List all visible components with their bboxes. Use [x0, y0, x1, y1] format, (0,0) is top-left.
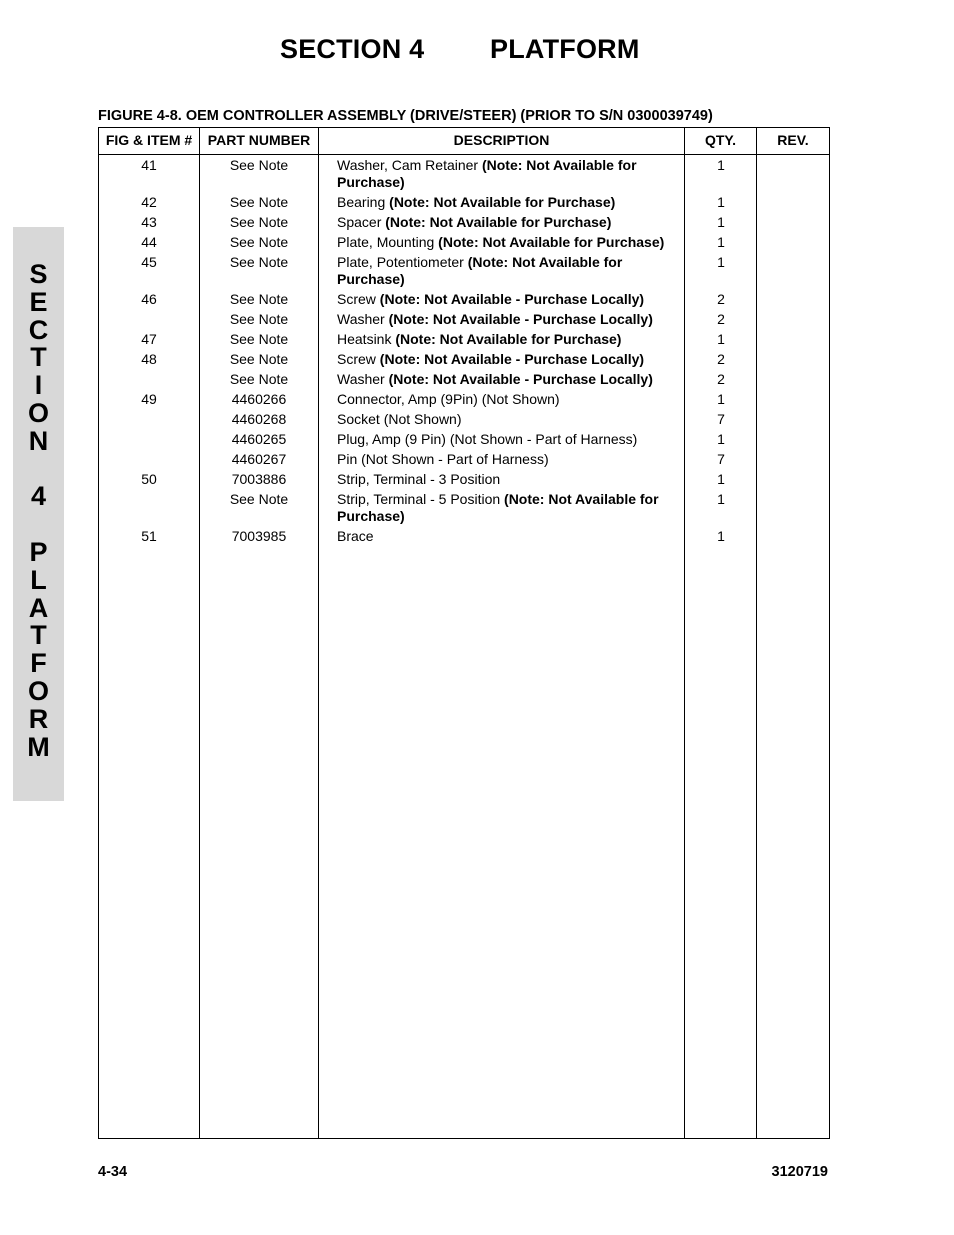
- description-text: Strip, Terminal - 3 Position: [337, 471, 501, 487]
- description-text: Heatsink: [337, 331, 396, 347]
- column-header-qty: QTY.: [704, 132, 737, 148]
- quantity: 2: [717, 351, 725, 367]
- part-number: See Note: [229, 157, 289, 173]
- quantity: 1: [717, 391, 725, 407]
- quantity: 1: [717, 331, 725, 347]
- part-number: See Note: [229, 254, 289, 270]
- item-number: 51: [141, 528, 157, 544]
- quantity: 1: [717, 254, 725, 270]
- part-number: 4460268: [231, 411, 287, 427]
- availability-note: (Note: Not Available for Purchase): [389, 194, 616, 210]
- description-text: Pin (Not Shown - Part of Harness): [337, 451, 549, 467]
- description-text: Screw: [337, 291, 380, 307]
- part-number: See Note: [229, 351, 289, 367]
- quantity: 1: [717, 194, 725, 210]
- part-description: [337, 371, 677, 388]
- table-row: [99, 155, 829, 192]
- part-number: See Note: [229, 234, 289, 250]
- part-description: [337, 431, 677, 448]
- quantity: 2: [717, 311, 725, 327]
- item-number: 41: [141, 157, 157, 173]
- quantity: 2: [717, 371, 725, 387]
- part-number: 4460266: [231, 391, 287, 407]
- description-text: Washer: [337, 311, 389, 327]
- quantity: 1: [717, 491, 725, 507]
- description-text: Washer: [337, 371, 389, 387]
- table-row: [99, 526, 829, 546]
- item-number: 42: [141, 194, 157, 210]
- table-row: [99, 192, 829, 212]
- part-description: [337, 194, 677, 211]
- column-header-item: FIG & ITEM #: [105, 132, 193, 148]
- part-number: See Note: [229, 371, 289, 387]
- section-name: PLATFORM: [490, 34, 640, 64]
- table-row: [99, 469, 829, 489]
- side-tab-gap: [13, 511, 64, 539]
- description-text: Socket (Not Shown): [337, 411, 462, 427]
- part-number: See Note: [229, 291, 289, 307]
- description-text: Plate, Mounting: [337, 234, 439, 250]
- part-number: 4460265: [231, 431, 287, 447]
- figure-title: FIGURE 4-8. OEM CONTROLLER ASSEMBLY (DRIVE/STEER) (PRIOR TO S/N 0300039749): [98, 108, 713, 124]
- part-number: See Note: [229, 311, 289, 327]
- side-tab-letter: P: [29, 536, 48, 567]
- side-tab-letter: O: [27, 397, 49, 428]
- part-description: [337, 351, 677, 368]
- table-row: [99, 349, 829, 369]
- document-number: 3120719: [771, 1164, 828, 1180]
- side-tab-letter: O: [27, 675, 49, 706]
- item-number: 45: [141, 254, 157, 270]
- availability-note: (Note: Not Available - Purchase Locally): [379, 291, 645, 307]
- part-number: See Note: [229, 491, 289, 507]
- side-tab-letter: T: [30, 342, 47, 373]
- side-tab-letters: [13, 261, 64, 761]
- side-tab-letter: T: [30, 620, 47, 651]
- side-tab-letter: F: [30, 648, 47, 679]
- quantity: 7: [717, 451, 725, 467]
- part-description: [337, 214, 677, 231]
- quantity: 1: [717, 431, 725, 447]
- column-header-description: DESCRIPTION: [453, 132, 550, 148]
- side-tab-letter: M: [27, 731, 50, 762]
- availability-note: (Note: Not Available for Purchase): [395, 331, 622, 347]
- item-number: 48: [141, 351, 157, 367]
- description-text: Strip, Terminal - 5 Position: [337, 491, 505, 507]
- description-text: Connector, Amp (9Pin) (Not Shown): [337, 391, 560, 407]
- table-row: [99, 309, 829, 329]
- part-description: [337, 291, 677, 308]
- quantity: 1: [717, 234, 725, 250]
- page-header: [0, 34, 954, 70]
- table-row: [99, 232, 829, 252]
- side-tab-gap: [13, 456, 64, 484]
- side-tab-letter: 4: [30, 481, 47, 512]
- item-number: 46: [141, 291, 157, 307]
- item-number: 50: [141, 471, 157, 487]
- part-description: [337, 451, 677, 468]
- part-description: [337, 234, 677, 251]
- availability-note: (Note: Not Available - Purchase Locally): [388, 311, 653, 327]
- part-number: See Note: [229, 214, 289, 230]
- side-tab-letter: I: [34, 370, 43, 401]
- quantity: 7: [717, 411, 725, 427]
- part-number: 7003985: [231, 528, 287, 544]
- part-description: [337, 254, 677, 288]
- table-row: [99, 449, 829, 469]
- column-header-rev: REV.: [777, 132, 809, 148]
- table-row: [99, 429, 829, 449]
- table-row: [99, 369, 829, 389]
- description-text: Bearing: [337, 194, 390, 210]
- description-text: Brace: [337, 528, 374, 544]
- side-tab-letter: L: [30, 564, 47, 595]
- part-description: [337, 411, 677, 428]
- table-row: [99, 389, 829, 409]
- side-tab-letter: E: [29, 286, 48, 317]
- page-number: 4-34: [98, 1164, 128, 1180]
- description-text: Plate, Potentiometer: [337, 254, 468, 270]
- quantity: 1: [717, 471, 725, 487]
- availability-note: (Note: Not Available for Purchase): [337, 491, 659, 524]
- section-number: SECTION 4: [280, 34, 425, 64]
- part-description: [337, 471, 677, 488]
- description-text: Washer, Cam Retainer: [337, 157, 482, 173]
- availability-note: (Note: Not Available for Purchase): [385, 214, 612, 230]
- table-body: [99, 155, 829, 546]
- part-description: [337, 157, 677, 191]
- table-row: [99, 212, 829, 232]
- side-tab-letter: R: [28, 703, 49, 734]
- availability-note: (Note: Not Available for Purchase): [337, 254, 623, 287]
- quantity: 1: [717, 528, 725, 544]
- part-description: [337, 331, 677, 348]
- item-number: 43: [141, 214, 157, 230]
- side-tab-letter: N: [28, 425, 49, 456]
- description-text: Spacer: [337, 214, 386, 230]
- side-tab-letter: C: [28, 314, 49, 345]
- availability-note: (Note: Not Available for Purchase): [438, 234, 665, 250]
- part-description: [337, 491, 677, 525]
- part-number: 7003886: [231, 471, 287, 487]
- availability-note: (Note: Not Available for Purchase): [337, 157, 637, 190]
- table-row: [99, 409, 829, 429]
- part-description: [337, 311, 677, 328]
- description-text: Screw: [337, 351, 380, 367]
- table-row: [99, 329, 829, 349]
- availability-note: (Note: Not Available - Purchase Locally): [388, 371, 653, 387]
- quantity: 2: [717, 291, 725, 307]
- description-text: Plug, Amp (9 Pin) (Not Shown - Part of Harness): [337, 431, 638, 447]
- part-description: [337, 528, 677, 545]
- quantity: 1: [717, 214, 725, 230]
- parts-table: [98, 127, 830, 1139]
- part-description: [337, 391, 677, 408]
- table-row: [99, 252, 829, 289]
- item-number: 49: [141, 391, 157, 407]
- quantity: 1: [717, 157, 725, 173]
- section-side-tab: [13, 227, 64, 801]
- availability-note: (Note: Not Available - Purchase Locally): [379, 351, 645, 367]
- item-number: 47: [141, 331, 157, 347]
- item-number: 44: [141, 234, 157, 250]
- table-row: [99, 289, 829, 309]
- part-number: See Note: [229, 194, 289, 210]
- table-row: [99, 489, 829, 526]
- column-header-part-number: PART NUMBER: [207, 132, 311, 148]
- side-tab-letter: A: [28, 592, 49, 623]
- part-number: 4460267: [231, 451, 287, 467]
- part-number: See Note: [229, 331, 289, 347]
- side-tab-letter: S: [29, 259, 48, 289]
